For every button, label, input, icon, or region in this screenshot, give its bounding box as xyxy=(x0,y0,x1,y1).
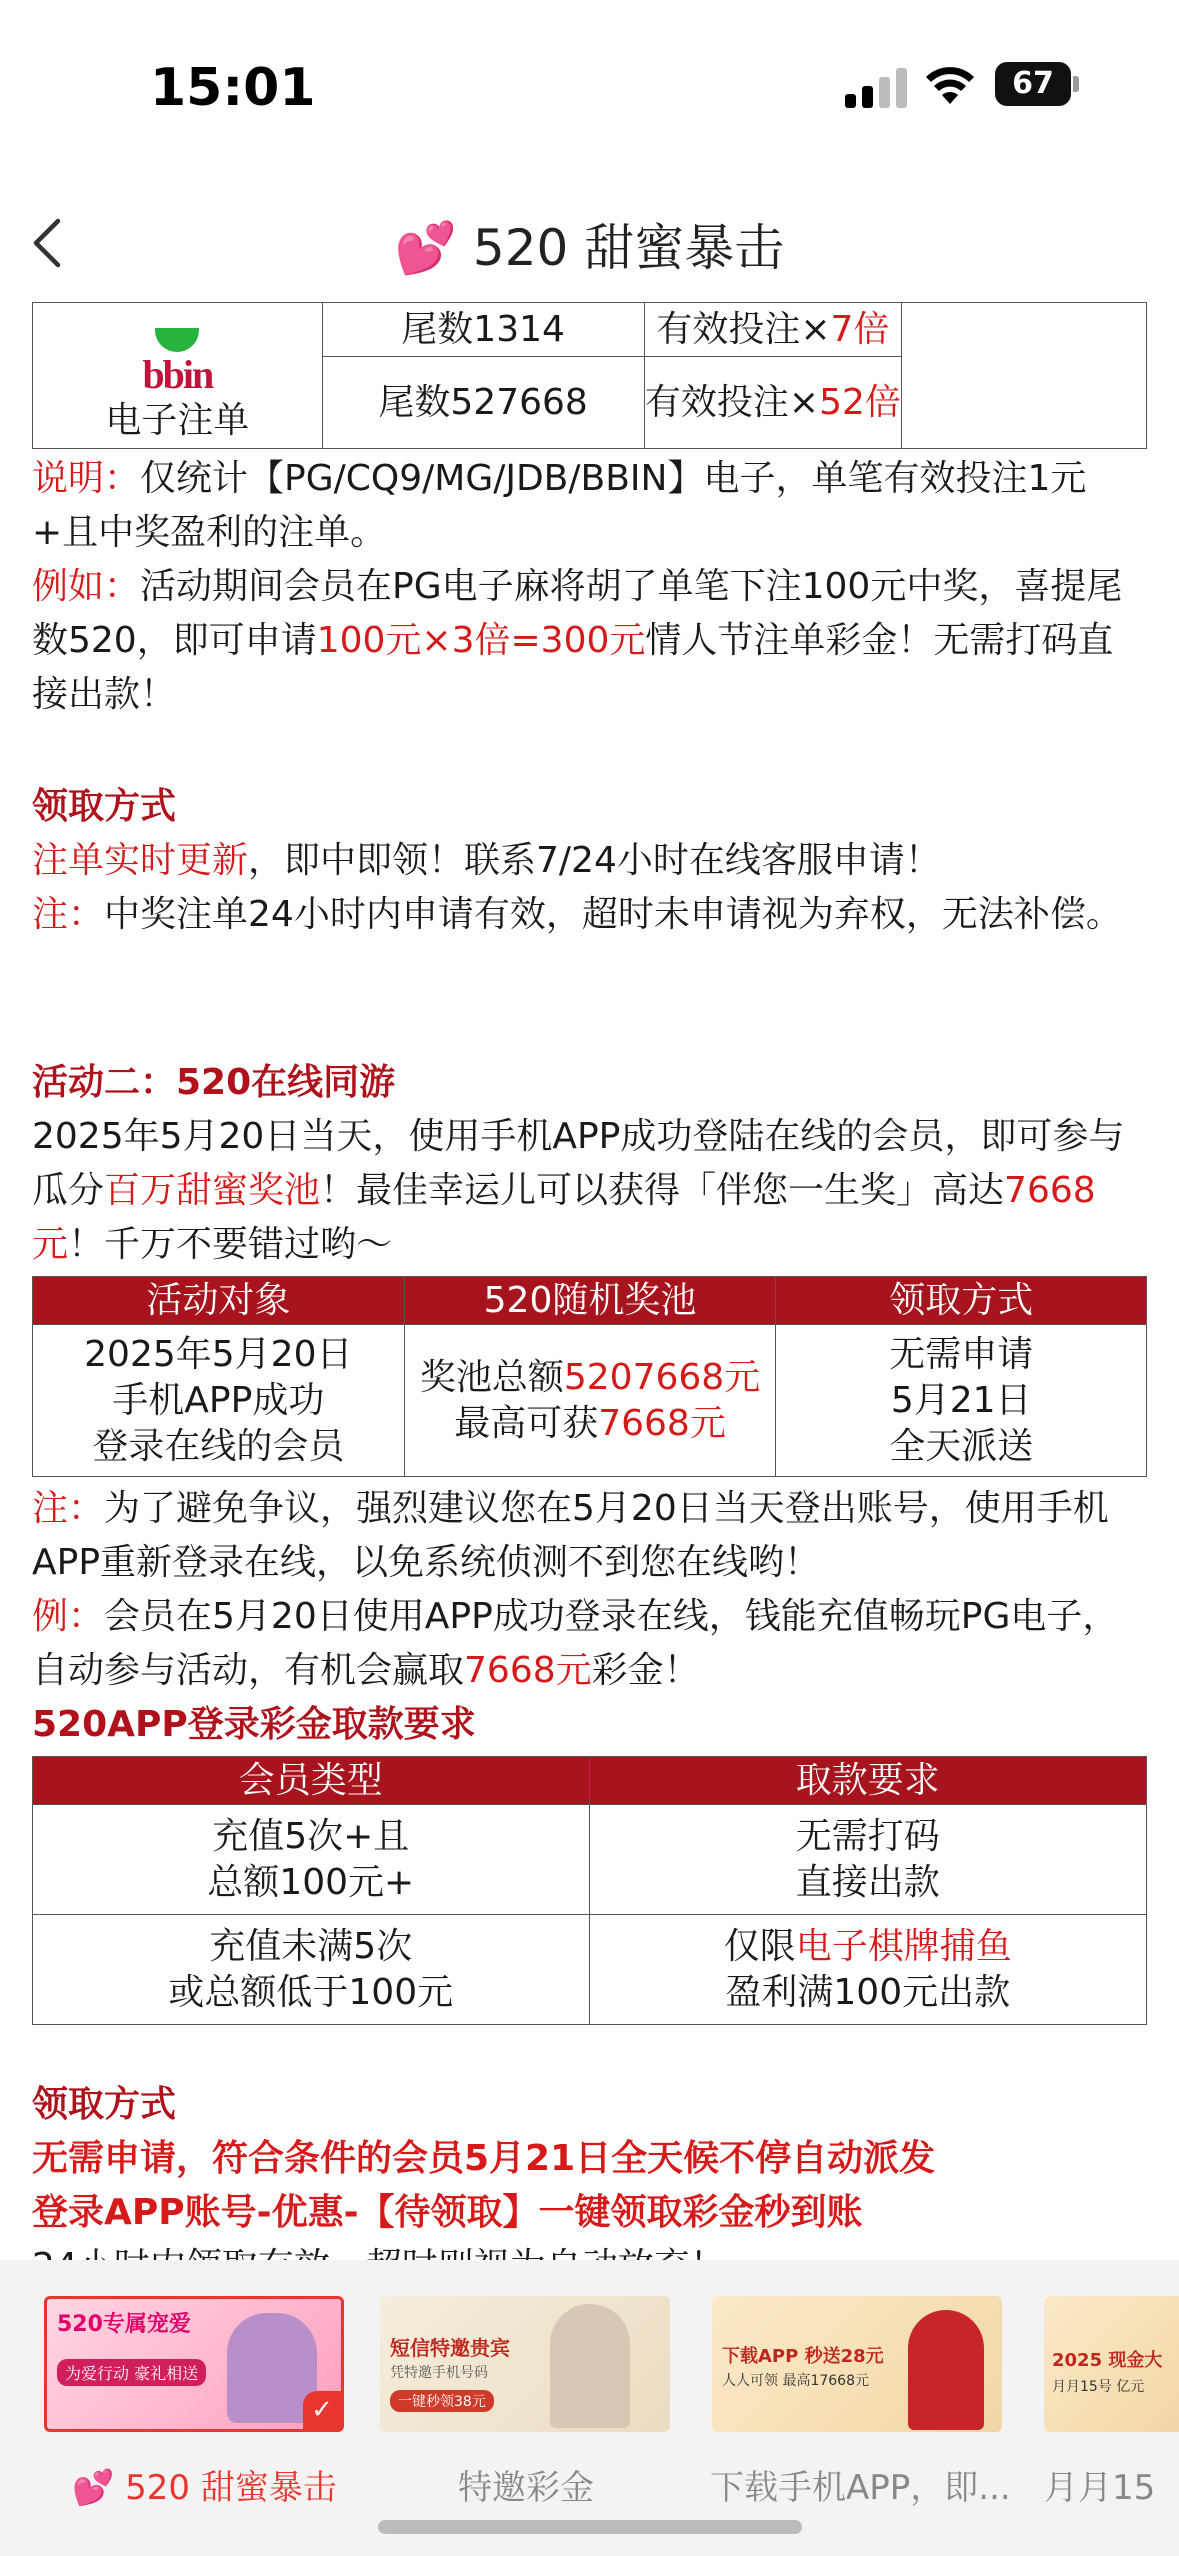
table-cell xyxy=(33,303,323,449)
table-cell: 无需申请 5月21日 全天派送 xyxy=(776,1325,1147,1477)
table-header: 520随机奖池 xyxy=(404,1277,776,1325)
activity-two-desc: 2025年5月20日当天，使用手机APP成功登陆在线的会员，即可参与瓜分百万甜蜜奖池！最佳幸运儿可以获得「伴您一生奖」高达7668元！千万不要错过哟～ xyxy=(32,1116,1125,1265)
table-cell: 无需打码 直接出款 xyxy=(589,1805,1147,1915)
wifi-icon xyxy=(925,64,975,106)
table-cell: 尾数1314 xyxy=(322,303,644,357)
banner-title: 2025 现金大 xyxy=(1052,2350,1163,2371)
tail-number-table xyxy=(32,302,1147,449)
tab-label[interactable]: 特邀彩金 xyxy=(458,2468,594,2508)
banner-subtitle: 人人可领 最高17668元 xyxy=(722,2373,869,2389)
table-cell: 有效投注×7倍 xyxy=(644,303,902,357)
table-header: 领取方式 xyxy=(776,1277,1147,1325)
table-cell xyxy=(902,303,1147,449)
section-heading: 领取方式 xyxy=(32,786,177,827)
table-cell: 有效投注×52倍 xyxy=(644,357,902,449)
banner-title: 520专属宠爱 xyxy=(57,2312,191,2337)
banner-figure xyxy=(550,2304,630,2428)
table-cell: 尾数527668 xyxy=(322,357,644,449)
table-cell: 充值5次+且 总额100元+ xyxy=(33,1805,590,1915)
table-cell: 2025年5月20日 手机APP成功 登录在线的会员 xyxy=(33,1325,405,1477)
status-time: 15:01 xyxy=(150,58,316,118)
status-bar xyxy=(0,0,1179,180)
tab-520-sweet[interactable] xyxy=(44,2296,344,2432)
withdraw-table xyxy=(32,1756,1147,2025)
tab-label-active[interactable]: 💕 520 甜蜜暴击 xyxy=(72,2468,337,2508)
banner-subtitle: 凭特邀手机号码 xyxy=(390,2365,488,2381)
page-title: 💕 520 甜蜜暴击 xyxy=(394,219,785,277)
rule-note: 说明：仅统计【PG/CQ9/MG/JDB/BBIN】电子，单笔有效投注1元+且中奖盈利的注单。 xyxy=(32,458,1087,553)
rule-example: 例如：活动期间会员在PG电子麻将胡了单笔下注100元中奖，喜提尾数520，即可申请100元×3倍=300元情人节注单彩金！无需打码直接出款！ xyxy=(32,566,1123,715)
banner-figure xyxy=(908,2310,984,2430)
table-header: 会员类型 xyxy=(33,1757,590,1805)
promo-content[interactable] xyxy=(0,306,1179,2260)
table-cell: 充值未满5次 或总额低于100元 xyxy=(33,1915,590,2025)
online-pool-table xyxy=(32,1276,1147,1477)
table-cell: 奖池总额5207668元 最高可获7668元 xyxy=(404,1325,776,1477)
banner-subtitle: 为爱行动 豪礼相送 xyxy=(57,2359,206,2386)
tab-invite-bonus[interactable] xyxy=(380,2296,670,2432)
claim-note: 注：中奖注单24小时内申请有效，超时未申请视为弃权，无法补偿。 xyxy=(32,894,1122,935)
selected-check-icon: ✓ xyxy=(303,2391,341,2429)
tab-monthly-15[interactable] xyxy=(1044,2296,1179,2432)
banner-subtitle: 月月15号 亿元 xyxy=(1052,2379,1145,2395)
banner-title: 下载APP 秒送28元 xyxy=(722,2346,884,2367)
activity-two-note: 注：为了避免争议，强烈建议您在5月20日当天登出账号，使用手机APP重新登录在线，以免系统侦测不到您在线哟！ xyxy=(32,1488,1109,1583)
activity-two-title: 活动二：520在线同游 xyxy=(32,1062,396,1103)
tab-download-app[interactable] xyxy=(712,2296,1002,2432)
activity-two-example: 例：会员在5月20日使用APP成功登录在线，钱能充值畅玩PG电子，自动参与活动，有机会赢取7668元彩金！ xyxy=(32,1596,1119,1691)
banner-title: 短信特邀贵宾 xyxy=(390,2336,510,2360)
table-header: 取款要求 xyxy=(589,1757,1147,1805)
banner-button: 一键秒领38元 xyxy=(390,2390,494,2412)
claim-text: 注单实时更新，即中即领！联系7/24小时在线客服申请！ xyxy=(32,840,941,881)
claim-line: 无需申请，符合条件的会员5月21日全天候不停自动派发 xyxy=(32,2138,936,2179)
section-heading: 领取方式 xyxy=(32,2084,177,2125)
battery-icon xyxy=(995,62,1079,106)
table-cell: 仅限电子棋牌捕鱼 盈利满100元出款 xyxy=(589,1915,1147,2025)
tab-label[interactable]: 月月15 xyxy=(1044,2468,1156,2508)
bbin-logo: bbin xyxy=(142,352,213,397)
withdraw-title: 520APP登录彩金取款要求 xyxy=(32,1704,476,1745)
battery-level: 67 xyxy=(995,62,1071,106)
tab-label[interactable]: 下载手机APP，即... xyxy=(710,2468,1011,2508)
table-header: 活动对象 xyxy=(33,1277,405,1325)
claim-line: 登录APP账号-优惠-【待领取】一键领取彩金秒到账 xyxy=(32,2192,863,2233)
cellular-signal-icon xyxy=(845,68,909,110)
game-logo-icon xyxy=(155,328,199,352)
home-indicator[interactable] xyxy=(378,2520,802,2534)
table-label: 电子注单 xyxy=(105,400,250,441)
